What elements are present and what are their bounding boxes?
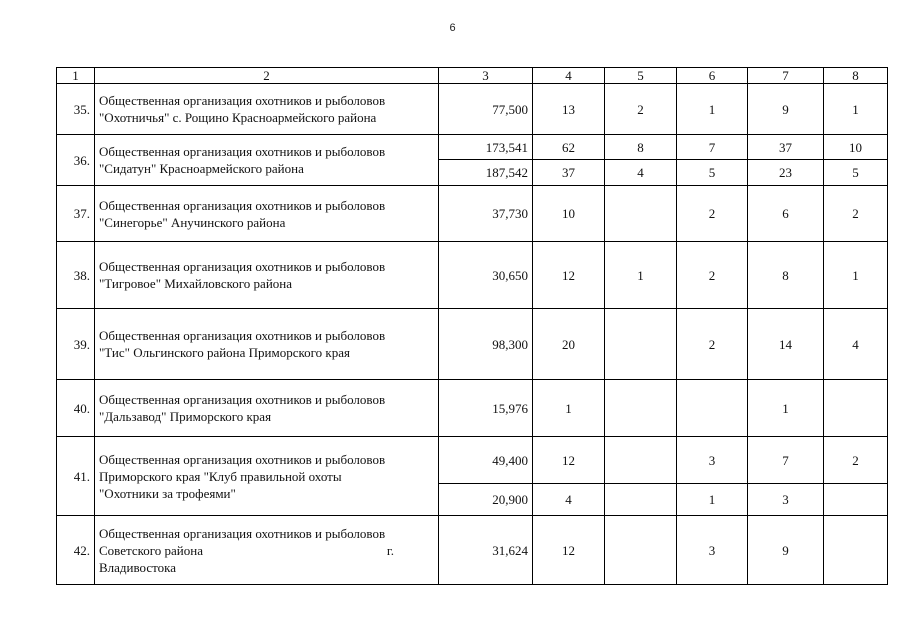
name-line: "Дальзавод" Приморского края <box>99 409 272 424</box>
name-line: "Тис" Ольгинского района Приморского края <box>99 345 350 360</box>
table-row <box>57 380 888 437</box>
value-cell: 1 <box>824 84 888 135</box>
value-cell: 13 <box>533 84 605 135</box>
value-cell: 8 <box>748 242 824 309</box>
value-cell: 37,730 <box>439 186 533 242</box>
name-line: Общественная организация охотников и рыболовов <box>99 328 386 343</box>
value-cell: 1 <box>748 380 824 437</box>
value-cell: 2 <box>824 186 888 242</box>
value-cell: 7 <box>677 135 748 160</box>
organization-name <box>95 242 439 309</box>
name-line: Общественная организация охотников и рыболовов <box>99 144 386 159</box>
value-cell: 9 <box>748 84 824 135</box>
value-cell: 37 <box>748 135 824 160</box>
table-row <box>57 309 888 380</box>
header-cell: 7 <box>748 68 824 84</box>
value-cell: 31,624 <box>439 516 533 585</box>
row-number: 36. <box>57 135 95 186</box>
name-part: г. <box>386 542 394 558</box>
value-cell: 10 <box>533 186 605 242</box>
value-cell: 2 <box>677 186 748 242</box>
value-cell: 20,900 <box>439 484 533 516</box>
value-cell <box>605 186 677 242</box>
header-cell: 1 <box>57 68 95 84</box>
table-row <box>57 516 888 585</box>
organization-name <box>95 380 439 437</box>
value-cell <box>677 380 748 437</box>
value-cell: 1 <box>605 242 677 309</box>
table-row <box>57 84 888 135</box>
organization-name <box>95 186 439 242</box>
value-cell <box>605 309 677 380</box>
value-cell: 3 <box>748 484 824 516</box>
organization-name <box>95 516 439 585</box>
value-cell <box>605 380 677 437</box>
value-cell: 4 <box>824 309 888 380</box>
row-number: 35. <box>57 84 95 135</box>
value-cell: 12 <box>533 516 605 585</box>
header-cell: 2 <box>95 68 439 84</box>
row-number: 39. <box>57 309 95 380</box>
value-cell: 3 <box>677 516 748 585</box>
value-cell: 14 <box>748 309 824 380</box>
name-line: Общественная организация охотников и рыболовов <box>99 451 386 467</box>
name-line: "Охотничья" с. Рощино Красноармейского района <box>99 110 377 125</box>
value-cell <box>824 380 888 437</box>
value-cell: 5 <box>677 160 748 186</box>
header-cell: 8 <box>824 68 888 84</box>
table-row <box>57 186 888 242</box>
name-line: Владивостока <box>99 559 177 575</box>
value-cell: 12 <box>533 437 605 484</box>
row-number: 38. <box>57 242 95 309</box>
value-cell: 4 <box>533 484 605 516</box>
value-cell: 2 <box>677 309 748 380</box>
value-cell <box>605 484 677 516</box>
value-cell: 15,976 <box>439 380 533 437</box>
value-cell: 173,541 <box>439 135 533 160</box>
name-line: Общественная организация охотников и рыболовов <box>99 259 386 274</box>
value-cell: 49,400 <box>439 437 533 484</box>
value-cell: 6 <box>748 186 824 242</box>
value-cell: 1 <box>677 84 748 135</box>
value-cell: 30,650 <box>439 242 533 309</box>
row-number: 42. <box>57 516 95 585</box>
value-cell <box>824 516 888 585</box>
value-cell <box>605 516 677 585</box>
organization-name <box>95 309 439 380</box>
table-row <box>57 242 888 309</box>
value-cell: 10 <box>824 135 888 160</box>
row-number: 41. <box>57 437 95 516</box>
value-cell: 62 <box>533 135 605 160</box>
value-cell: 1 <box>824 242 888 309</box>
page-number: 6 <box>449 22 456 34</box>
name-line: Приморского края "Клуб правильной охоты <box>99 468 342 484</box>
table-row <box>57 135 888 160</box>
value-cell: 2 <box>677 242 748 309</box>
value-cell: 20 <box>533 309 605 380</box>
name-line: Общественная организация охотников и рыболовов <box>99 392 386 407</box>
hunting-organizations-table <box>56 67 888 585</box>
value-cell: 23 <box>748 160 824 186</box>
header-cell: 5 <box>605 68 677 84</box>
value-cell: 9 <box>748 516 824 585</box>
name-line: "Тигровое" Михайловского района <box>99 276 293 291</box>
value-cell: 4 <box>605 160 677 186</box>
organization-name <box>95 135 439 186</box>
value-cell <box>605 437 677 484</box>
value-cell: 77,500 <box>439 84 533 135</box>
name-line: "Синегорье" Анучинского района <box>99 214 286 230</box>
header-cell: 4 <box>533 68 605 84</box>
value-cell: 1 <box>677 484 748 516</box>
value-cell: 1 <box>533 380 605 437</box>
name-line: Общественная организация охотников и рыболовов <box>99 197 386 213</box>
value-cell: 2 <box>605 84 677 135</box>
organization-name <box>95 84 439 135</box>
value-cell: 187,542 <box>439 160 533 186</box>
name-line: "Сидатун" Красноармейского района <box>99 161 304 176</box>
value-cell <box>824 484 888 516</box>
header-cell: 6 <box>677 68 748 84</box>
row-number: 37. <box>57 186 95 242</box>
value-cell: 98,300 <box>439 309 533 380</box>
value-cell: 37 <box>533 160 605 186</box>
table-row <box>57 437 888 484</box>
value-cell: 7 <box>748 437 824 484</box>
header-row <box>57 68 888 84</box>
value-cell: 5 <box>824 160 888 186</box>
value-cell: 3 <box>677 437 748 484</box>
value-cell: 2 <box>824 437 888 484</box>
name-line <box>99 542 438 559</box>
organization-name <box>95 437 439 516</box>
value-cell: 8 <box>605 135 677 160</box>
name-line: Общественная организация охотников и рыболовов <box>99 525 386 541</box>
name-line: Общественная организация охотников и рыболовов <box>99 93 386 108</box>
header-cell: 3 <box>439 68 533 84</box>
name-line: "Охотники за трофеями" <box>99 485 236 501</box>
value-cell: 12 <box>533 242 605 309</box>
row-number: 40. <box>57 380 95 437</box>
name-part: Советского района <box>99 542 203 558</box>
